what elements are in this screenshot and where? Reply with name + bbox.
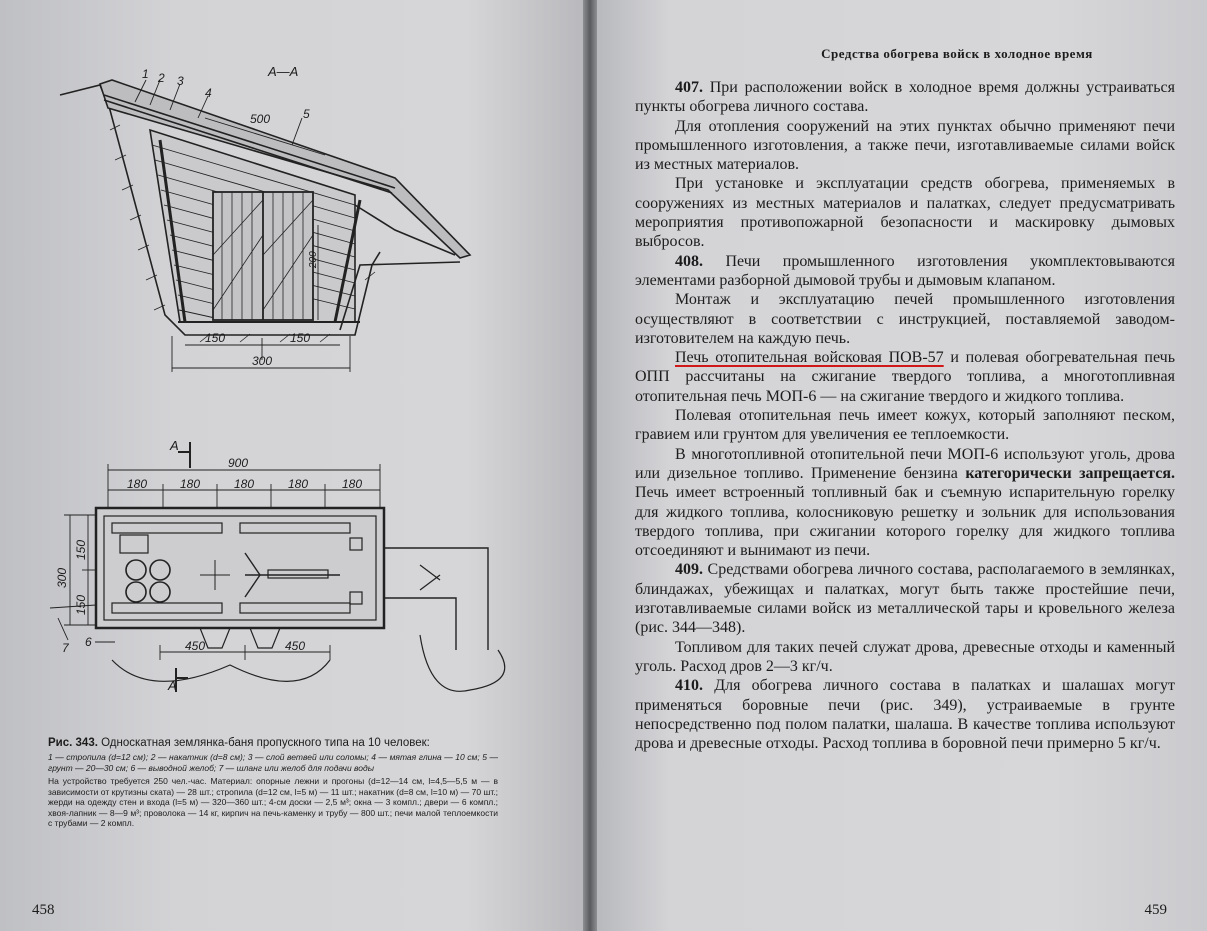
page-number-right: 459: [1144, 902, 1167, 918]
callout-2: 2: [158, 71, 165, 85]
paragraph: При установке и эксплуатации средств обогрева, применяемых в сооружениях из местных материалов и палатках, следует предусматривать мероприятия противопожарной безопасности и маскировку дымовых выбросов.: [635, 175, 1175, 251]
paragraph-number: 410.: [675, 677, 703, 695]
paragraph-text: Печь имеет встроенный топливный бак и съемную испарительную горелку для жидкого топлива, колосниковую решетку и зольник для использования твердого топлива, при сжигании которого горелку для жидкого топлива отсоединяют и вынимают из печи.: [635, 484, 1175, 560]
paragraph-number: 407.: [675, 79, 703, 96]
paragraph-text: В многотопливной отопительной печи МОП-6 используют уголь, дрова или дизельное топливо. Применение бензина: [635, 445, 1175, 482]
page-number-left: 458: [32, 902, 55, 918]
dim-height: 200: [308, 251, 319, 268]
dim-bottom-left: 450: [185, 639, 206, 653]
paragraph-408: [635, 252, 1175, 291]
paragraph-text: При расположении войск в холодное время должны устраиваться пункты обогрева личного состава.: [635, 79, 1175, 116]
paragraph: [635, 348, 1175, 406]
dim-total: 300: [252, 354, 273, 368]
right-page: [597, 0, 1207, 931]
dim-half-right: 150: [290, 331, 311, 345]
paragraph-407: [635, 78, 1175, 117]
bold-warning: категорически запрещается.: [965, 464, 1175, 482]
paragraph: Полевая отопительная печь имеет кожух, который заполняют песком, гравием или грунтом для увеличения ее теплоемкости.: [635, 407, 1175, 444]
callout-7: 7: [62, 641, 69, 655]
dim-seg-3: 180: [234, 477, 255, 491]
callout-1: 1: [142, 67, 149, 81]
paragraph-409: [635, 560, 1175, 637]
paragraph-text: Средствами обогрева личного состава, располагаемого в землянках, блиндажах, убежищах и палатках, могут быть также простейшие печи, изготавливаемые силами войск из металлической тары и кровельного железа (рис. 344—348).: [635, 561, 1175, 637]
running-header: Средства обогрева войск в холодное время: [821, 46, 1093, 61]
paragraph: [635, 445, 1175, 561]
dim-seg-2: 180: [180, 477, 201, 491]
dim-seg-5: 180: [342, 477, 363, 491]
section-mark-bottom: А: [168, 678, 177, 693]
left-page: [0, 0, 583, 931]
section-label: А—А: [268, 64, 299, 79]
paragraph-text: Для обогрева личного состава в палатках и шалашах могут применяться боровные печи (рис. 349), устраиваемые в грунте непосредственно под полом палатки, шалаша. В качестве топлива используют дрова и древесные отходы. Расход топлива в боровной печи примерно 5 кг/ч.: [635, 677, 1175, 753]
dim-seg-4: 180: [288, 477, 309, 491]
dim-side-a: 150: [74, 539, 88, 560]
dim-bottom-right: 450: [285, 639, 306, 653]
caption-materials: На устройство требуется 250 чел.-час. Материал: опорные лежни и прогоны (d=12—14 см, l=4,5—5,5 м — в зависимости от крутизны ската) — 28 шт.; стропила (d=12 см, l=5 м) — 11 шт.; накатник (d=8 см, l=10 м) — 70 шт.; жерди на одежду стен и входа (l=5 м) — 320—360 шт.; 4-см доски — 2,5 м³; окна — 3 компл.; двери — 6 компл.; хвоя-лапник — 8—9 м³; проволока — 14 кг, кирпич на печь-каменку и трубу — 800 шт.; печи малой теплоемкости с трубами — 2 компл.: [48, 776, 498, 828]
dim-side-b: 150: [74, 594, 88, 615]
dim-total-900: 900: [228, 456, 249, 470]
callout-3: 3: [177, 74, 184, 88]
paragraph-number: 408.: [675, 252, 703, 270]
highlighted-text: Печь отопительная войсковая ПОВ-57: [675, 349, 944, 367]
paragraph: Топливом для таких печей служат дрова, древесные отходы и каменный уголь. Расход дров 2—3 кг/ч.: [635, 638, 1175, 675]
dim-length: 500: [250, 112, 271, 126]
callout-4: 4: [205, 86, 212, 100]
paragraph-number: 409.: [675, 561, 703, 579]
paragraph-text: Печи промышленного изготовления укомплектовываются элементами разборной дымовой трубы и дымовым клапаном.: [635, 252, 1175, 289]
caption-fig-number: Рис. 343.: [48, 737, 98, 749]
body-text: [635, 78, 1175, 753]
paragraph-text: и полевая обогревательная печь ОПП рассчитаны на сжигание твердого топлива, а многотопливная отопительная печь МОП-6 — на сжигание твердого и жидкого топлива.: [635, 349, 1175, 405]
caption-title: [48, 736, 498, 750]
paragraph: Для отопления сооружений на этих пунктах обычно применяют печи промышленного изготовления, а также печи, изготавливаемые силами войск из местных материалов.: [635, 117, 1175, 174]
dim-side-total: 300: [55, 567, 69, 588]
paragraph: Монтаж и эксплуатацию печей промышленного изготовления осуществляют в соответствии с инструкцией, поставляемой заводом-изготовителем на каждую печь.: [635, 291, 1175, 347]
book-gutter: [583, 0, 597, 931]
callout-6: 6: [85, 635, 92, 649]
section-drawing: [0, 0, 583, 400]
callout-5: 5: [303, 107, 310, 121]
paragraph-410: [635, 676, 1175, 753]
plan-drawing: [0, 420, 583, 740]
dim-seg-1: 180: [127, 477, 148, 491]
dim-half-left: 150: [205, 331, 226, 345]
figure-caption: [48, 736, 498, 829]
caption-legend: 1 — стропила (d=12 см); 2 — накатник (d=8 см); 3 — слой ветвей или соломы; 4 — мятая глина — 10 см; 5 — грунт — 20—30 см; 6 — выводной желоб; 7 — шланг или желоб для подачи воды: [48, 752, 498, 773]
caption-title-text: Односкатная землянка-баня пропускного типа на 10 человек:: [97, 737, 430, 749]
section-mark-top: А: [170, 438, 179, 453]
